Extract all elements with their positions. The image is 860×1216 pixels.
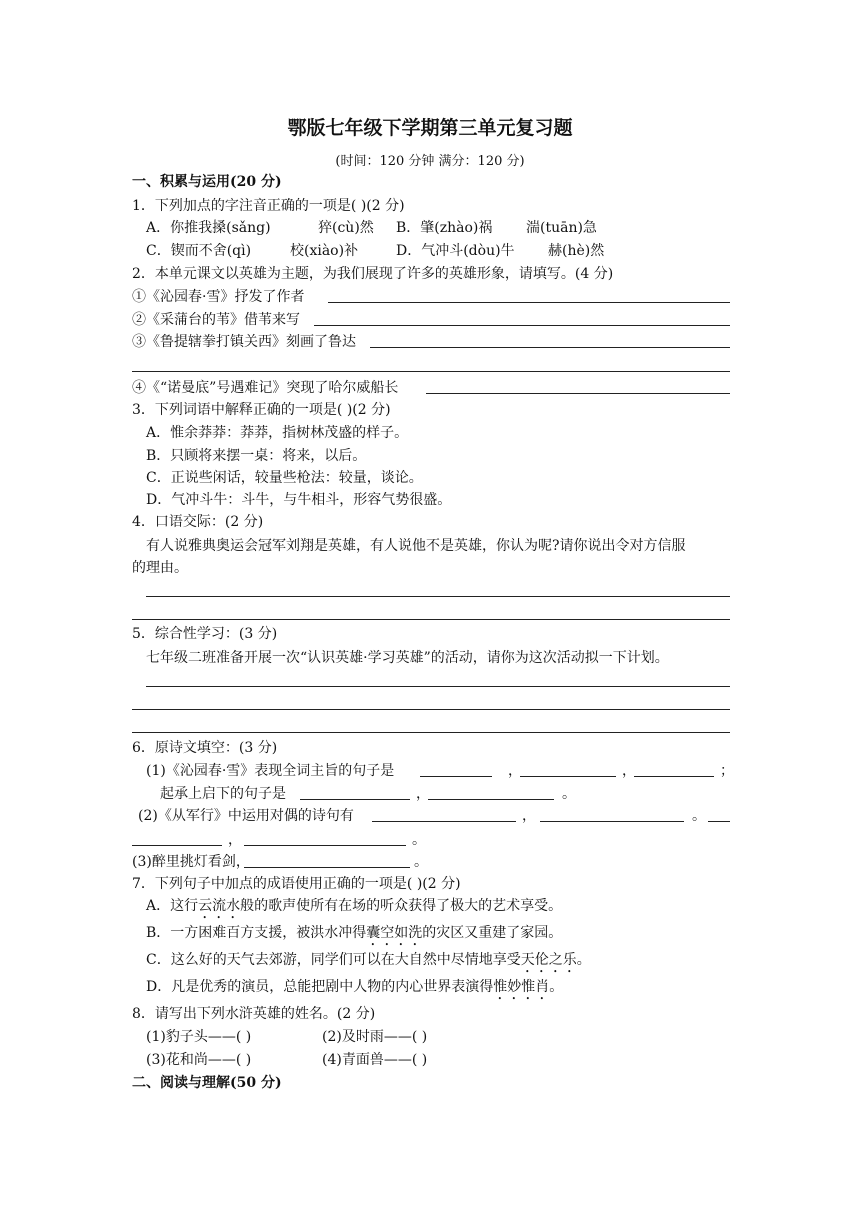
answer-line[interactable] bbox=[132, 732, 730, 733]
period: 。 bbox=[562, 786, 576, 802]
answer-blank[interactable] bbox=[300, 799, 410, 800]
question-1-option-d: D．气冲斗(dòu)牛 bbox=[396, 243, 515, 259]
question-1-option-a: A．你推我搡(sǎng) bbox=[146, 220, 271, 236]
question-1-option-c: C．锲而不舍(qì) bbox=[146, 243, 252, 259]
answer-blank[interactable] bbox=[428, 799, 554, 800]
dotted-idiom: 天伦之乐 bbox=[520, 952, 577, 968]
question-6-part-1: (1)《沁园春·雪》表现全词主旨的句子是 bbox=[146, 763, 395, 779]
answer-line[interactable] bbox=[314, 325, 730, 326]
question-3-stem: 3．下列词语中解释正确的一项是( )(2 分) bbox=[132, 402, 391, 418]
page-subtitle: (时间：120 分钟 满分：120 分) bbox=[335, 154, 525, 169]
answer-blank[interactable] bbox=[244, 845, 406, 846]
dotted-idiom: 云流水 bbox=[198, 898, 241, 914]
comma: ， bbox=[622, 763, 636, 779]
question-6-part-2: (2)《从军行》中运用对偶的诗句有 bbox=[138, 808, 354, 824]
question-7-option-a bbox=[146, 896, 562, 922]
dotted-idiom: 惟妙惟肖 bbox=[493, 979, 550, 995]
option-text: 。 bbox=[576, 952, 591, 968]
question-6-stem: 6．原诗文填空：(3 分) bbox=[132, 740, 278, 756]
question-8-item-2: (2)及时雨——( ) bbox=[322, 1029, 428, 1045]
option-text: B．一方困难百方支援，被洪水冲得 bbox=[146, 925, 367, 941]
question-1-stem: 1．下列加点的字注音正确的一项是( )(2 分) bbox=[132, 198, 405, 214]
section-heading-1: 一、积累与运用(20 分) bbox=[132, 174, 282, 190]
question-1-option-c-2: 校(xiào)补 bbox=[290, 243, 359, 259]
period: 。 bbox=[692, 808, 706, 824]
option-text: D．凡是优秀的演员，总能把剧中人物的内心世界表演得 bbox=[146, 979, 494, 995]
question-8-stem: 8．请写出下列水浒英雄的姓名。(2 分) bbox=[132, 1006, 376, 1022]
option-text: A．这行 bbox=[146, 898, 199, 914]
dotted-idiom: 囊空如洗 bbox=[366, 925, 423, 941]
answer-blank[interactable] bbox=[244, 867, 410, 868]
question-1-option-b-2: 湍(tuān)急 bbox=[526, 220, 597, 236]
answer-line[interactable] bbox=[328, 302, 730, 303]
question-2-item-3: ③《鲁提辖拳打镇关西》刻画了鲁达 bbox=[132, 334, 356, 350]
option-text: 。 bbox=[549, 979, 564, 995]
question-8-item-3: (3)花和尚——( ) bbox=[146, 1052, 252, 1068]
question-7-option-c bbox=[146, 950, 591, 976]
question-5-stem: 5．综合性学习：(3 分) bbox=[132, 626, 278, 642]
question-4-body: 有人说雅典奥运会冠军刘翔是英雄，有人说他不是英雄，你认为呢?请你说出令对方信服 bbox=[146, 538, 686, 554]
question-1-option-d-2: 赫(hè)然 bbox=[548, 243, 605, 259]
comma: ， bbox=[508, 763, 522, 779]
option-text: 的灾区又重建了家园。 bbox=[422, 925, 563, 941]
question-3-option-b: B．只顾将来摆一桌：将来，以后。 bbox=[146, 448, 367, 464]
question-2-item-1: ①《沁园春·雪》抒发了作者 bbox=[132, 289, 305, 305]
period: 。 bbox=[412, 832, 426, 848]
question-2-item-4: ④《“诺曼底”号遇难记》突现了哈尔威船长 bbox=[132, 380, 399, 396]
question-4-body-cont: 的理由。 bbox=[132, 560, 188, 576]
answer-line[interactable] bbox=[426, 393, 730, 394]
question-2-stem: 2．本单元课文以英雄为主题，为我们展现了许多的英雄形象，请填写。(4 分) bbox=[132, 266, 614, 282]
question-6-part-3: (3)醉里挑灯看剑， bbox=[132, 854, 250, 870]
question-1-option-b: B．肇(zhào)祸 bbox=[396, 220, 493, 236]
period: 。 bbox=[414, 854, 428, 870]
question-7-option-b bbox=[146, 923, 562, 949]
answer-line[interactable] bbox=[132, 371, 730, 372]
question-7-stem: 7．下列句子中加点的成语使用正确的一项是( )(2 分) bbox=[132, 876, 461, 892]
comma: ， bbox=[416, 786, 430, 802]
answer-line[interactable] bbox=[146, 686, 730, 687]
question-8-item-4: (4)青面兽——( ) bbox=[322, 1052, 428, 1068]
answer-line[interactable] bbox=[146, 596, 730, 597]
question-8-item-1: (1)豹子头——( ) bbox=[146, 1029, 252, 1045]
comma: ， bbox=[228, 832, 242, 848]
answer-blank[interactable] bbox=[372, 821, 516, 822]
answer-blank[interactable] bbox=[634, 776, 714, 777]
question-2-item-2: ②《采蒲台的苇》借苇来写 bbox=[132, 312, 300, 328]
answer-blank[interactable] bbox=[540, 821, 684, 822]
question-7-option-d bbox=[146, 977, 563, 1003]
comma: ， bbox=[522, 808, 536, 824]
option-text: 般的歌声使所有在场的听众获得了极大的艺术享受。 bbox=[240, 898, 563, 914]
question-5-body: 七年级二班准备开展一次“认识英雄·学习英雄”的活动，请你为这次活动拟一下计划。 bbox=[146, 650, 669, 666]
answer-blank[interactable] bbox=[520, 776, 616, 777]
section-heading-2: 二、阅读与理解(50 分) bbox=[132, 1075, 282, 1091]
question-1-option-a-2: 猝(cù)然 bbox=[318, 220, 374, 236]
semicolon: ； bbox=[720, 763, 734, 779]
answer-blank[interactable] bbox=[132, 845, 222, 846]
answer-blank[interactable] bbox=[708, 821, 730, 822]
question-3-option-d: D．气冲斗牛：斗牛，与牛相斗，形容气势很盛。 bbox=[146, 492, 452, 508]
page-title: 鄂版七年级下学期第三单元复习题 bbox=[287, 117, 573, 139]
answer-line[interactable] bbox=[132, 709, 730, 710]
answer-line[interactable] bbox=[132, 619, 730, 620]
question-3-option-c: C．正说些闲话，较量些枪法：较量，谈论。 bbox=[146, 470, 423, 486]
question-6-part-1b: 起承上启下的句子是 bbox=[160, 786, 286, 802]
option-text: C．这么好的天气去郊游，同学们可以在大自然中尽情地享受 bbox=[146, 952, 521, 968]
question-3-option-a: A．惟余莽莽：莽莽，指树林茂盛的样子。 bbox=[146, 425, 409, 441]
answer-line[interactable] bbox=[370, 347, 730, 348]
answer-blank[interactable] bbox=[420, 776, 492, 777]
question-4-stem: 4．口语交际：(2 分) bbox=[132, 514, 264, 530]
